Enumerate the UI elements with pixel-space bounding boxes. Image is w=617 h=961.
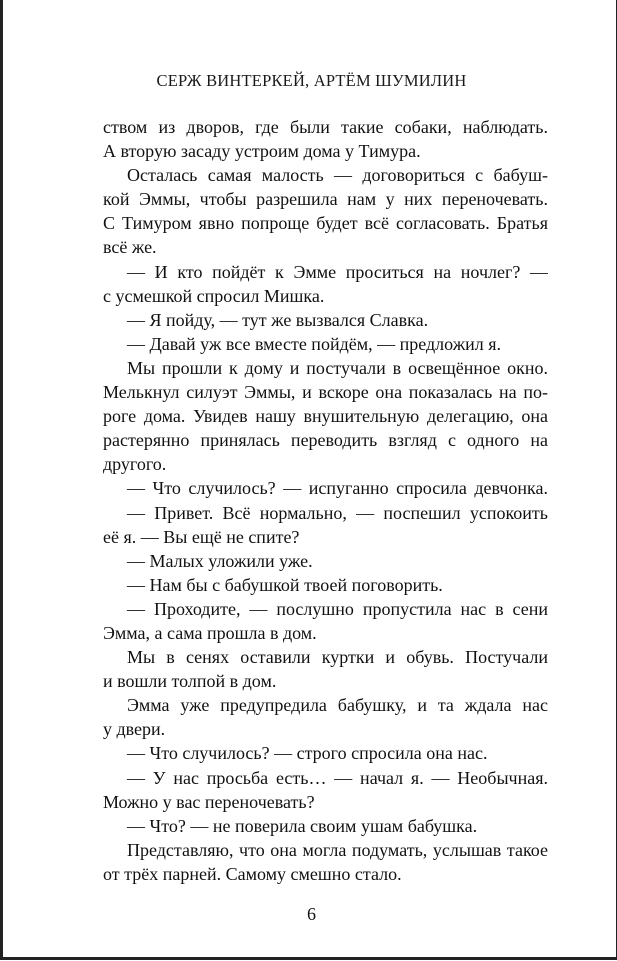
text-line: Осталась самая малость — договориться с бабуш- — [127, 165, 548, 186]
text-line: Эмма уже предупредила бабушку, и та ждала нас — [127, 695, 548, 716]
text-line: — Проходите, — послушно пропустила нас в сени — [127, 598, 548, 619]
text-line: С Тимуром явно попроще будет всё согласовать. Братья — [103, 213, 548, 234]
text-line: и вошли толпой в дом. — [103, 671, 277, 692]
text-line: другого. — [103, 454, 167, 475]
text-line: Мы прошли к дому и постучали в освещённое окно. — [127, 357, 548, 378]
text-line: — Привет. Всё нормально, — поспешил успокоить — [127, 502, 548, 523]
text-line: — Малых уложили уже. — [127, 550, 313, 571]
text-line: — Я пойду, — тут же вызвался Славка. — [127, 309, 429, 330]
text-line: всё же. — [103, 237, 157, 258]
text-line: с усмешкой спросил Мишка. — [103, 285, 325, 306]
text-line: — Нам бы с бабушкой твоей поговорить. — [127, 574, 443, 595]
text-line: Эмма, а сама прошла в дом. — [103, 622, 317, 643]
text-line: Мелькнул силуэт Эммы, и вскоре она показалась на по- — [103, 382, 548, 403]
text-line: — Что случилось? — строго спросила она нас. — [127, 743, 488, 764]
text-line: — Давай уж все вместе пойдём, — предложил я. — [127, 333, 502, 354]
text-line: А вторую засаду устроим дома у Тимура. — [103, 141, 421, 162]
text-line: Можно у вас переночевать? — [103, 791, 315, 812]
text-line: Мы в сенях оставили куртки и обувь. Постучали — [127, 647, 548, 668]
text-line: — Что случилось? — испуганно спросила девчонка. — [127, 478, 548, 499]
text-line: роге дома. Увидев нашу внушительную делегацию, она — [103, 406, 548, 427]
text-line: у двери. — [103, 719, 166, 740]
text-line: её я. — Вы ещё не спите? — [103, 526, 300, 547]
text-line: от трёх парней. Самому смешно стало. — [103, 863, 402, 884]
text-line: ством из дворов, где были такие собаки, наблюдать. — [103, 117, 548, 137]
text-line: — У нас просьба есть… — начал я. — Необычная. — [127, 767, 548, 788]
text-line: — Что? — не поверила своим ушам бабушка. — [127, 815, 478, 836]
body-text — [103, 115, 548, 886]
text-line: Представляю, что она могла подумать, услышав такое — [127, 839, 548, 860]
text-line: кой Эммы, чтобы разрешила нам у них переночевать. — [103, 189, 548, 210]
page-number: 6 — [307, 904, 316, 924]
text-line: растерянно принялась переводить взгляд с одного на — [103, 430, 548, 451]
text-line: — И кто пойдёт к Эмме проситься на ночлег? — — [127, 261, 548, 282]
running-header: СЕРЖ ВИНТЕРКЕЙ, АРТЁМ ШУМИЛИН — [156, 71, 467, 90]
